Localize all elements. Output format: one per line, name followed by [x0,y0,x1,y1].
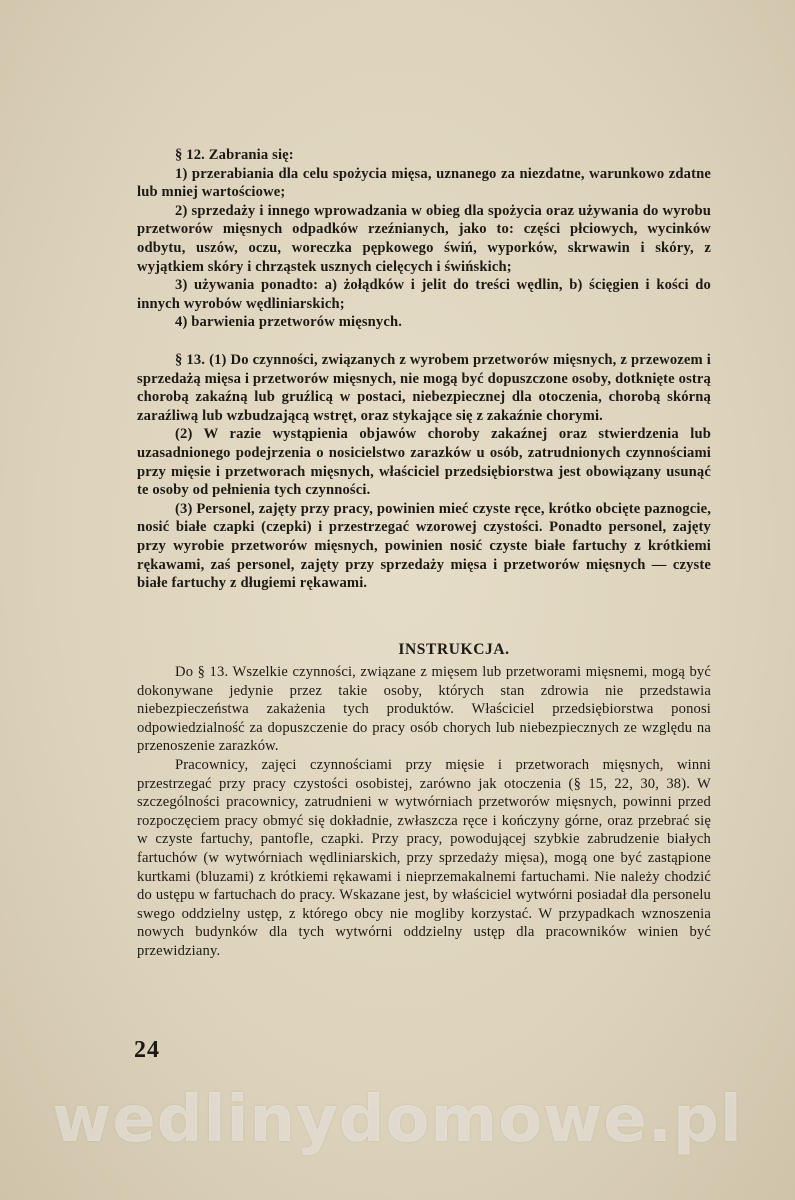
section-12-item-1: 1) przerabiania dla celu spożycia mięsa, uznanego za niezdatne, warunkowo zdatne lub mniej wartościowe; [137,165,711,201]
section-12 [137,146,711,332]
section-12-item-4: 4) barwienia przetworów mięsnych. [175,314,403,331]
watermark: wedlinydomowe.pl [52,1083,743,1157]
page-number: 24 [134,1037,160,1063]
instruction-par-1: Do § 13. Wszelkie czynności, związane z mięsem lub przetworami mięsnemi, mogą być dokonywane jedynie przez takie osoby, których stan zdrowia nie przedstawia niebezpieczeństwa zakażenia tych produktów. Właściciel przedsiębiorstwa ponosi odpowiedzialność za dopuszczenie do pracy osób chorych lub niebezpiecznych ze względu na przenoszenie zarazków. [137,664,711,755]
section-13-par-2: (2) W razie wystąpienia objawów choroby zakaźnej oraz stwierdzenia lub uzasadnionego podejrzenia o nosicielstwo zarazków u osób, zatrudnionych czynnościami przy mięsie i przetworach mięsnych, właściciel przedsiębiorstwa jest obowiązany usunąć te osoby od pełnienia tych czynności. [137,426,711,499]
instruction-par-2: Pracownicy, zajęci czynnościami przy mięsie i przetworach mięsnych, winni przestrzegać przy pracy czystości osobistej, zarówno jak otoczenia (§ 15, 22, 30, 38). W szczególności pracownicy, zatrudnieni w wytwórniach przetworów mięsnych, powinni przed rozpoczęciem pracy obmyć się dokładnie, zwłaszcza ręce i kończyny górne, oraz przebrać się w czyste fartuchy, pantofle, czapki. Przy pracy, powodującej szybkie zabrudzenie białych fartuchów (w wytwórniach wędliniarskich, przy sprzedaży mięsa), mogą one być zastąpione kurtkami (bluzami) z krótkiemi rękawami i nieprzemakalnemi fartuchami. Nie należy chodzić do ustępu w fartuchach do pracy. Wskazane jest, by właściciel wytwórni posiadał dla personelu swego oddzielny ustęp, z którego obcy nie mogliby korzystać. W przypadkach wznoszenia nowych budynków dla tych wytwórni oddzielny ustęp dla pracowników winien być przewidziany. [137,756,711,959]
instruction-heading: INSTRUKCJA. [398,641,510,658]
section-12-title: § 12. Zabrania się: [175,147,294,163]
instruction-section [137,641,711,961]
section-12-item-2: 2) sprzedaży i innego wprowadzania w obieg dla spożycia oraz używania do wyrobu przetworów mięsnych odpadków rzeźnianych, jako to: części płciowych, wycinków odbytu, uszów, oczu, woreczka pępkowego świń, wyporków, skrwawin i skóry, z wyjątkiem skóry i chrząstek usznych cielęcych i świńskich; [137,202,711,275]
section-13 [137,351,711,593]
section-13-par-3: (3) Personel, zajęty przy pracy, powinien mieć czyste ręce, krótko obcięte paznogcie, nosić białe czapki (czepki) i przestrzegać wzorowej czystości. Ponadto personel, zajęty przy wyrobie przetworów mięsnych, powinien nosić czyste białe fartuchy z krótkiemi rękawami, zaś personel, zajęty przy sprzedaży mięsa i przetworów mięsnych — czyste białe fartuchy z długiemi rękawami. [137,500,711,592]
section-13-par-1: § 13. (1) Do czynności, związanych z wyrobem przetworów mięsnych, z przewozem i sprzedażą mięsa i przetworów mięsnych, nie mogą być dopuszczone osoby, dotknięte ostrą chorobą zakaźną lub gruźlicą w postaci, niebezpiecznej dla otoczenia, chorobą skórną zaraźliwą lub wzbudzającą wstręt, oraz stykające się z zakaźnie chorymi. [137,352,711,424]
section-12-item-3: 3) używania ponadto: a) żołądków i jelit do treści wędlin, b) ścięgien i kości do innych wyrobów wędliniarskich; [137,277,711,312]
